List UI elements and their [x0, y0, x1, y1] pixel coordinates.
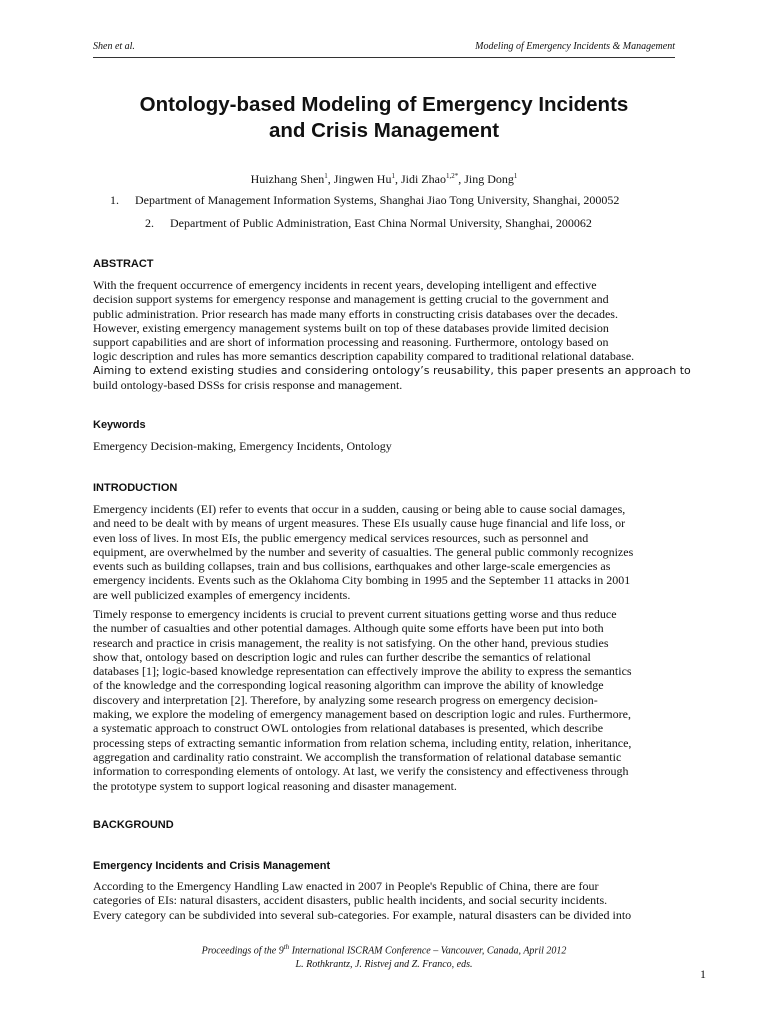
abstract-line: build ontology-based DSSs for crisis response and management.: [93, 378, 403, 393]
intro-line: even loss of lives. In most EIs, the public emergency medical services resources, such as personnel and: [93, 530, 589, 545]
abstract-line: With the frequent occurrence of emergency incidents in recent years, developing intelligent and effective: [93, 278, 597, 292]
abstract-line: decision support systems for emergency response and management is getting crucial to the government and: [93, 292, 609, 307]
affiliation-1: [110, 193, 619, 208]
author-name: Jidi Zhao: [400, 172, 446, 186]
author-affil-sup: 1: [324, 172, 328, 180]
keywords-body: [93, 439, 675, 453]
background-para: [93, 879, 675, 922]
affiliation-text: Department of Management Information Systems, Shanghai Jiao Tong University, Shanghai, 200052: [135, 193, 620, 207]
intro-line: the prototype system to support logical reasoning and disaster management.: [93, 778, 457, 793]
page-number: 1: [700, 967, 706, 981]
intro-line: of the knowledge and the corresponding logical reasoning algorithm can improve the ability of knowledge: [93, 678, 604, 693]
running-head-right: Modeling of Emergency Incidents & Management: [475, 41, 675, 52]
running-head-left: Shen et al.: [93, 41, 135, 52]
intro-line: information to corresponding elements of ontology. At last, we verify the consistency and effectiveness through: [93, 764, 629, 779]
footer-line-2: L. Rothkrantz, J. Ristvej and Z. Franco, eds.: [295, 959, 473, 971]
intro-line: equipment, are overwhelmed by the number and severity of casualties. The general public commonly recognizes: [93, 544, 634, 559]
footer-sup: th: [283, 943, 290, 951]
intro-line: Emergency incidents (EI) refer to events that occur in a sudden, causing or being able to cause social damages,: [93, 502, 626, 516]
intro-line: databases [1]; logic-based knowledge representation can effectively improve the ability to express the semantics: [93, 664, 632, 679]
affiliation-number: 1.: [110, 193, 119, 207]
keywords-heading: Keywords: [93, 419, 146, 431]
header-rule: [93, 57, 675, 58]
author-name: Huizhang Shen: [250, 172, 325, 186]
affiliation-2: [145, 216, 592, 231]
introduction-para-2: [93, 607, 675, 793]
abstract-body: [93, 278, 691, 393]
abstract-heading: ABSTRACT: [93, 258, 154, 270]
author-affil-sup: 1,2*: [445, 172, 459, 180]
introduction-para-1: [93, 502, 675, 602]
intro-line: are well publicized examples of emergency incidents.: [93, 587, 351, 602]
footer-text: International ISCRAM Conference – Vancouver, Canada, April 2012: [289, 945, 567, 957]
intro-line: aggregation and cardinality ratio constraint. We accomplish the transformation of relational database semantic: [93, 749, 622, 764]
author-name: Jing Dong: [464, 172, 514, 186]
background-heading: BACKGROUND: [93, 819, 174, 831]
title-line-1: Ontology-based Modeling of Emergency Incidents: [139, 93, 629, 116]
intro-line: research and practice in crisis management, the reality is not satisfying. On the other hand, previous studies: [93, 635, 609, 650]
background-line: Every category can be subdivided into several sub-categories. For example, natural disasters can be divided into: [93, 907, 632, 922]
intro-line: the number of casualties and other potential damages. Although quite some efforts have been put into both: [93, 621, 604, 636]
paper-title: [60, 92, 708, 144]
footer-text: Proceedings of the 9: [201, 945, 284, 957]
keywords-text: Emergency Decision-making, Emergency Incidents, Ontology: [93, 439, 392, 453]
title-line-2: and Crisis Management: [268, 119, 500, 142]
background-line: categories of EIs: natural disasters, accident disasters, public health incidents, and social security incidents.: [93, 893, 608, 908]
intro-line: Timely response to emergency incidents is crucial to prevent current situations getting worse and thus reduce: [93, 607, 617, 621]
affiliation-number: 2.: [145, 216, 154, 230]
intro-line: and need to be dealt with by means of urgent measures. These EIs usually cause huge financial and life loss, or: [93, 516, 626, 531]
intro-line: emergency incidents. Events such as the Oklahoma City bombing in 1995 and the September 11 attacks in 2001: [93, 573, 631, 588]
proceedings-footer: [60, 940, 708, 972]
author-name: Jingwen Hu: [333, 172, 392, 186]
abstract-line: logic description and rules has more semantics description capability compared to traditional relational database.: [93, 349, 635, 364]
intro-line: show that, ontology based on description logic and rules can further describe the semantics of relational: [93, 649, 591, 664]
intro-line: making, we explore the modeling of emergency management based on description logic and rules. Furthermore,: [93, 707, 631, 722]
abstract-line: However, existing emergency management systems built on top of these databases provide limited decision: [93, 320, 609, 335]
author-affil-sup: 1: [391, 172, 395, 180]
background-line: According to the Emergency Handling Law enacted in 2007 in People's Republic of China, there are four: [93, 879, 599, 893]
affiliation-text: Department of Public Administration, East China Normal University, Shanghai, 200062: [170, 216, 592, 230]
abstract-line: public administration. Prior research has made many efforts in constructing crisis databases over the decades.: [93, 306, 618, 321]
introduction-heading: INTRODUCTION: [93, 482, 178, 494]
intro-line: discovery and interpretation [2]. Therefore, by analyzing some research progress on emergency decision-: [93, 692, 598, 707]
intro-line: processing steps of extracting semantic information from relation schema, including entity, relation, inheritance,: [93, 735, 632, 750]
footer-line-1: [60, 940, 708, 958]
abstract-line: Aiming to extend existing studies and considering ontology’s reusability, this paper presents an approach to: [93, 363, 691, 377]
background-subheading: Emergency Incidents and Crisis Management: [93, 860, 331, 872]
author-list: Huizhang Shen$^1$, Jingwen Hu$^1$, Jidi Zhao$^{1,2*}$, Jing Dong$^1$: [250, 172, 518, 186]
abstract-line: support capabilities and are short of information processing and reasoning. Furthermore, ontology based on: [93, 335, 609, 350]
intro-line: a systematic approach to construct OWL ontologies from relational databases is presented, which describe: [93, 721, 604, 736]
intro-line: events such as building collapses, train and bus collisions, earthquakes and other large-scale emergencies as: [93, 559, 611, 574]
author-affil-sup: 1: [513, 172, 518, 180]
